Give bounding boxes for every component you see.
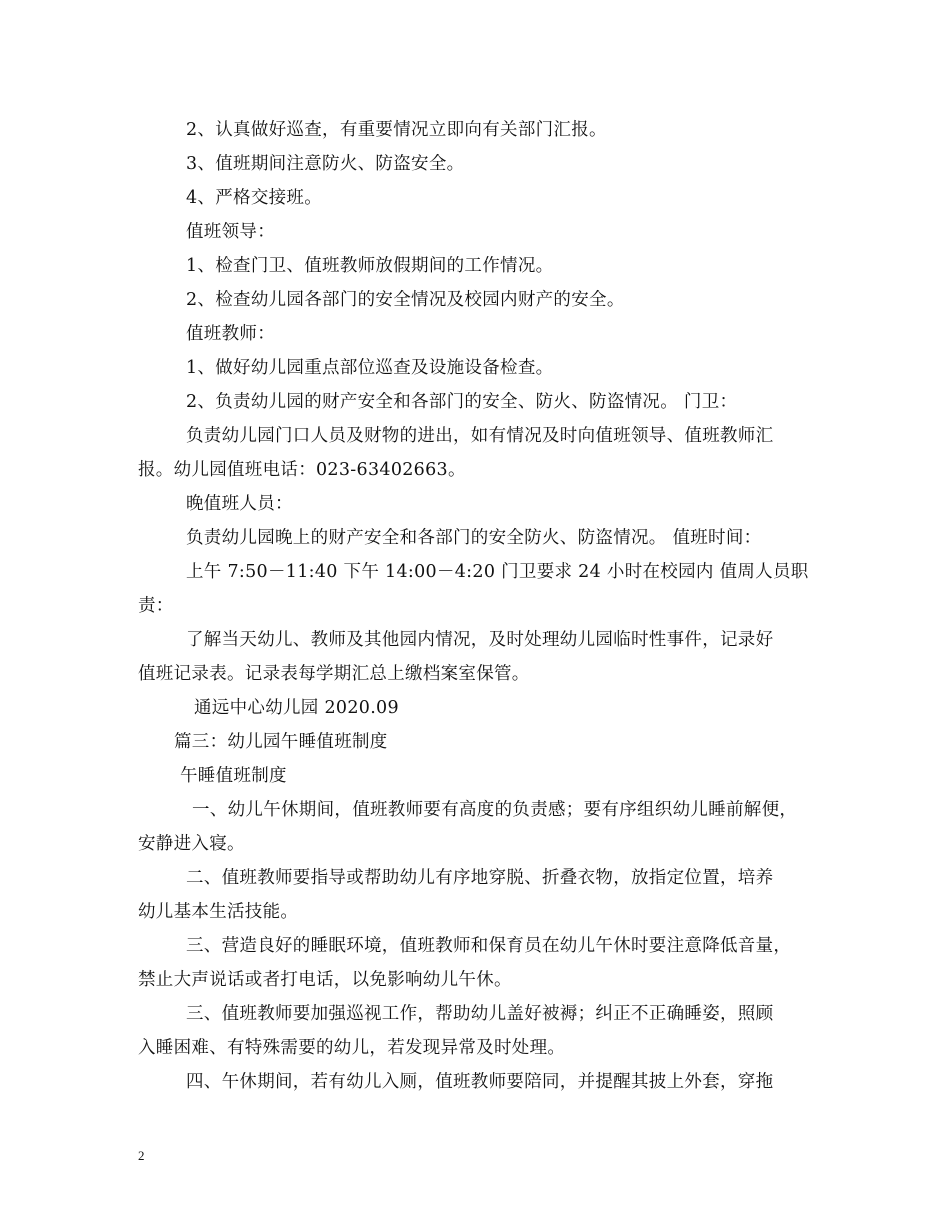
text-line: 3、值班期间注意防火、防盗安全。 [186, 154, 465, 174]
section-heading: 晚值班人员： [186, 494, 293, 514]
section-heading: 篇三：幼儿园午睡值班制度 [174, 732, 388, 752]
text-line: 4、严格交接班。 [186, 188, 323, 208]
text-line: 二、值班教师要指导或帮助幼儿有序地穿脱、折叠衣物，放指定位置，培养 [186, 868, 774, 888]
text-line: 幼儿基本生活技能。 [138, 902, 299, 922]
text-line: 负责幼儿园晚上的财产安全和各部门的安全防火、防盗情况。 值班时间： [186, 528, 762, 548]
text-line: 1、检查门卫、值班教师放假期间的工作情况。 [186, 256, 554, 276]
text-line: 2、认真做好巡查，有重要情况立即向有关部门汇报。 [186, 120, 607, 140]
text-line: 2、检查幼儿园各部门的安全情况及校园内财产的安全。 [186, 290, 625, 310]
text-line: 三、值班教师要加强巡视工作，帮助幼儿盖好被褥；纠正不正确睡姿，照顾 [186, 1004, 774, 1024]
section-heading: 值班领导： [186, 222, 275, 242]
section-heading: 午睡值班制度 [180, 766, 287, 786]
text-line: 值班记录表。记录表每学期汇总上缴档案室保管。 [138, 664, 530, 684]
text-line: 报。幼儿园值班电话：023-63402663。 [138, 460, 466, 480]
text-line: 责： [138, 596, 174, 616]
text-line: 禁止大声说话或者打电话，以免影响幼儿午休。 [138, 970, 512, 990]
text-line: 入睡困难、有特殊需要的幼儿，若发现异常及时处理。 [138, 1038, 566, 1058]
text-line: 三、营造良好的睡眠环境，值班教师和保育员在幼儿午休时要注意降低音量， [186, 936, 792, 956]
text-line: 2、负责幼儿园的财产安全和各部门的安全、防火、防盗情况。 门卫： [186, 392, 738, 412]
text-line: 了解当天幼儿、教师及其他园内情况，及时处理幼儿园临时性事件，记录好 [186, 630, 774, 650]
signature-line: 通远中心幼儿园 2020.09 [194, 698, 399, 718]
text-line: 安静进入寝。 [138, 834, 245, 854]
text-line: 四、午休期间，若有幼儿入厕，值班教师要陪同，并提醒其披上外套，穿拖 [186, 1072, 774, 1092]
text-line: 负责幼儿园门口人员及财物的进出，如有情况及时向值班领导、值班教师汇 [186, 426, 774, 446]
page-number: 2 [138, 1148, 145, 1163]
text-line: 一、幼儿午休期间，值班教师要有高度的负责感；要有序组织幼儿睡前解便， [192, 800, 798, 820]
section-heading: 值班教师： [186, 324, 275, 344]
text-line: 1、做好幼儿园重点部位巡查及设施设备检查。 [186, 358, 554, 378]
text-line: 上午 7:50－11:40 下午 14:00－4:20 门卫要求 24 小时在校园内 值周人员职 [186, 562, 809, 582]
